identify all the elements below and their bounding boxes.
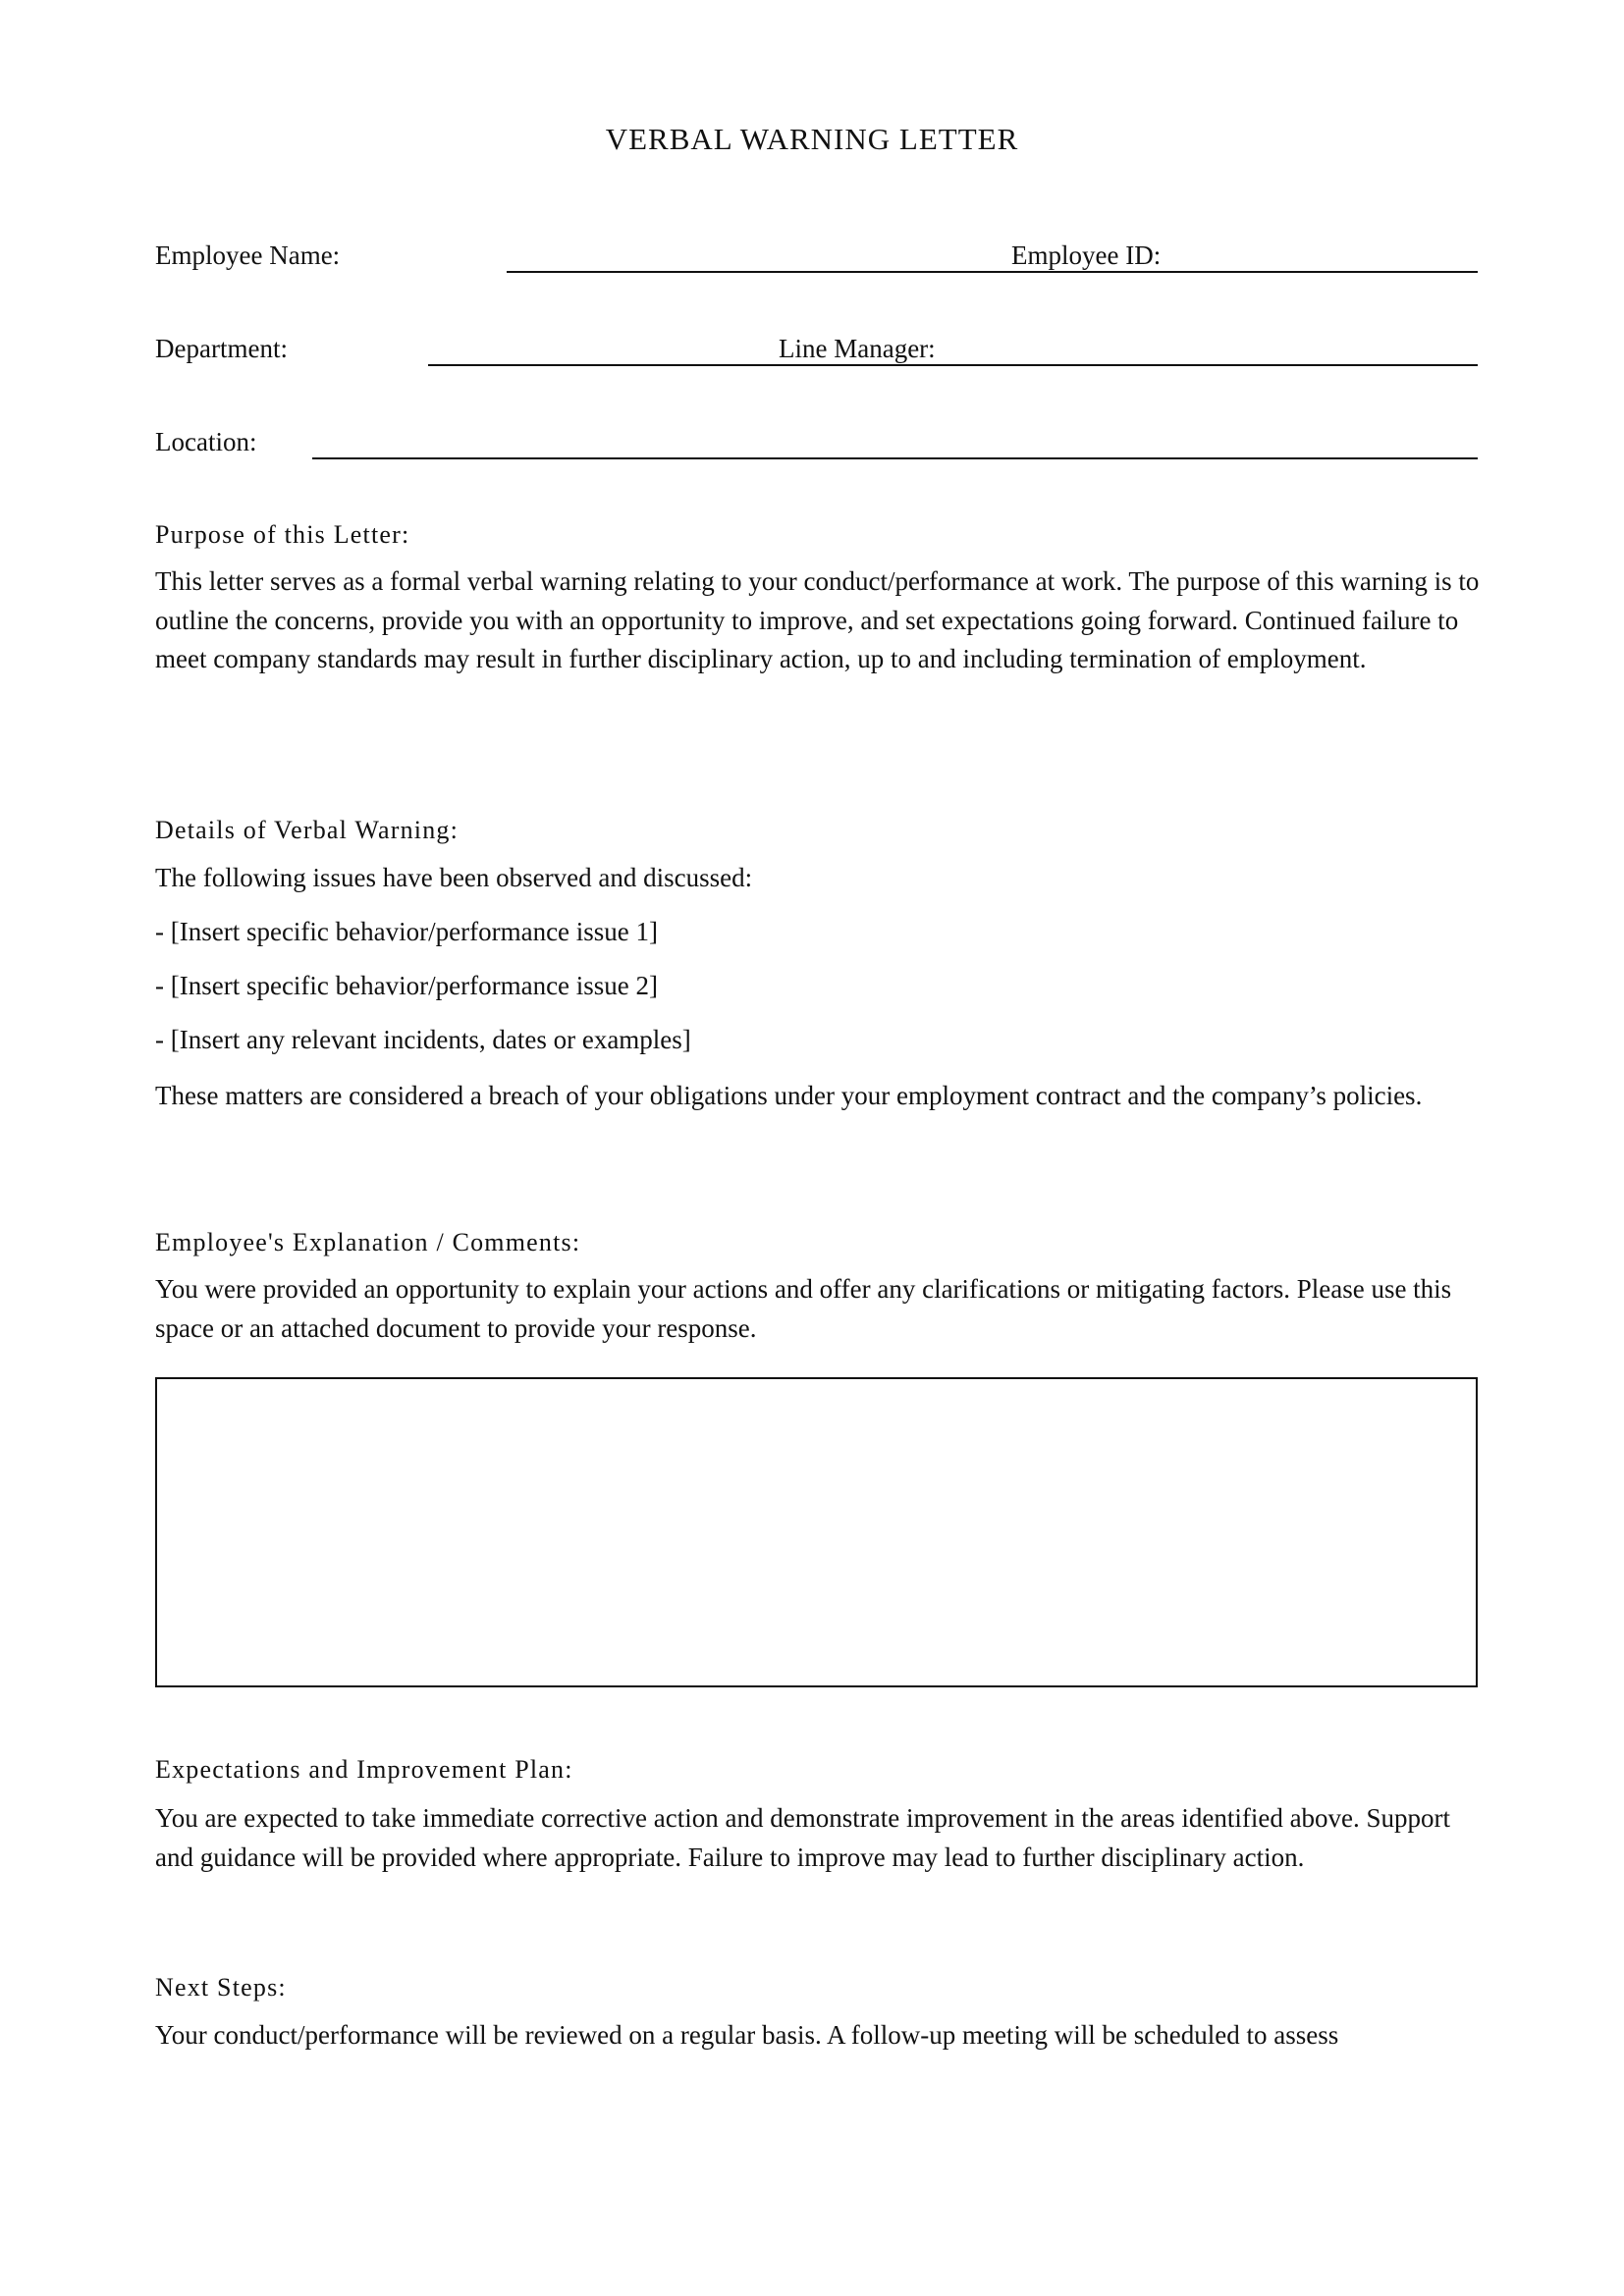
document-title: VERBAL WARNING LETTER	[605, 122, 1019, 156]
department-field-line[interactable]	[428, 364, 1478, 366]
details-item: - [Insert specific behavior/performance issue 2]	[155, 971, 659, 1000]
details-conclusion: These matters are considered a breach of your obligations under your employment contract and the company’s policies.	[155, 1081, 1423, 1110]
location-field-line[interactable]	[312, 457, 1478, 459]
employee-name-field-line[interactable]	[507, 271, 1478, 273]
department-label: Department:	[155, 334, 288, 363]
next-steps-heading: Next Steps:	[155, 1973, 287, 2002]
employee-id-label: Employee ID:	[1011, 240, 1162, 270]
details-item: - [Insert specific behavior/performance issue 1]	[155, 917, 659, 946]
line-manager-label: Line Manager:	[779, 334, 936, 363]
purpose-body: This letter serves as a formal verbal warning relating to your conduct/performance at work. The purpose of this warning is to outline the concerns, provide you with an opportunity to improve, and set expectations going forward. Continued failure to meet company standards may result in further disciplinary action, up to and including termination of employment.	[155, 566, 1480, 673]
next-steps-body: Your conduct/performance will be reviewed on a regular basis. A follow-up meeting will be scheduled to assess	[155, 2020, 1339, 2050]
purpose-heading: Purpose of this Letter:	[155, 520, 410, 549]
explanation-body: You were provided an opportunity to explain your actions and offer any clarifications or mitigating factors. Please use this space or an attached document to provide your response.	[155, 1274, 1452, 1343]
details-item: - [Insert any relevant incidents, dates or examples]	[155, 1025, 691, 1054]
expectations-body: You are expected to take immediate corrective action and demonstrate improvement in the areas identified above. Support and guidance will be provided where appropriate. Failure to improve may lead to further disciplinary action.	[155, 1803, 1451, 1872]
explanation-heading: Employee's Explanation / Comments:	[155, 1228, 581, 1256]
details-intro: The following issues have been observed and discussed:	[155, 863, 753, 892]
employee-name-label: Employee Name:	[155, 240, 341, 270]
employee-response-box[interactable]	[155, 1377, 1478, 1687]
expectations-heading: Expectations and Improvement Plan:	[155, 1755, 573, 1784]
details-heading: Details of Verbal Warning:	[155, 816, 460, 844]
location-label: Location:	[155, 427, 257, 456]
